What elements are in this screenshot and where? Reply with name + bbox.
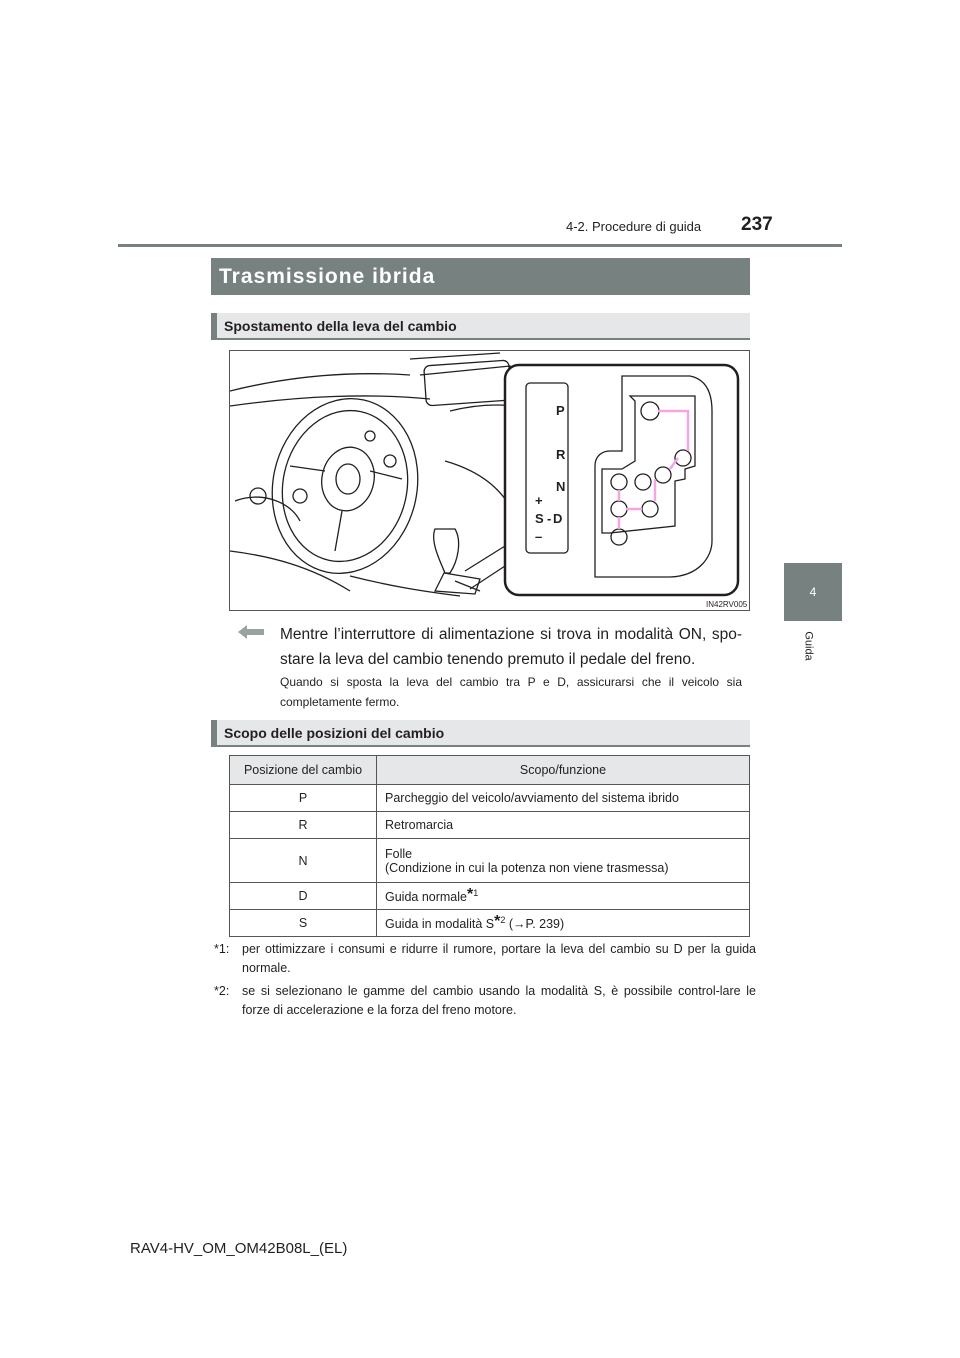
asterisk-icon: * xyxy=(467,885,474,903)
footnote-text: per ottimizzare i consumi e ridurre il rumore, portare la leva del cambio su D per la guida normale. xyxy=(242,942,756,975)
table-row xyxy=(230,910,750,937)
gate-label-dash: - xyxy=(547,511,552,526)
column-header-position: Posizione del cambio xyxy=(230,756,377,785)
gate-label-minus: – xyxy=(535,529,543,544)
function-cell xyxy=(377,883,750,910)
function-line: Folle xyxy=(385,846,413,861)
gate-label-p: P xyxy=(556,403,565,418)
shift-lever-figure xyxy=(229,350,750,611)
gate-label-r: R xyxy=(556,447,566,462)
chapter-label xyxy=(798,620,828,680)
page-reference: (→P. 239) xyxy=(505,917,565,932)
document-footer: RAV4-HV_OM_OM42B08L_(EL) xyxy=(130,1240,348,1257)
function-cell xyxy=(377,910,750,937)
section-heading-positions: Scopo delle posizioni del cambio xyxy=(211,720,750,747)
asterisk-icon: * xyxy=(494,912,501,930)
function-cell: Parcheggio del veicolo/avviamento del sistema ibrido xyxy=(377,785,750,812)
table-row xyxy=(230,839,750,883)
footnote-mark: *2: xyxy=(214,984,230,998)
position-cell: R xyxy=(230,812,377,839)
table-row xyxy=(230,883,750,910)
chapter-label-text: Guida xyxy=(802,631,815,661)
column-header-function: Scopo/funzione xyxy=(377,756,750,785)
table-header-row xyxy=(230,756,750,785)
footnote-mark: *1: xyxy=(214,942,230,956)
function-line: (Condizione in cui la potenza non viene trasmessa) xyxy=(385,860,669,875)
gate-label-n: N xyxy=(556,479,566,494)
footnote-ref: 1 xyxy=(473,887,479,898)
shift-positions-table xyxy=(229,755,750,937)
function-cell: Retromarcia xyxy=(377,812,750,839)
page-title: Trasmissione ibrida xyxy=(211,258,750,295)
arrow-left-icon xyxy=(238,625,264,639)
chapter-tab xyxy=(784,563,842,621)
page-number: 237 xyxy=(741,214,773,235)
function-text: Guida in modalità S xyxy=(385,917,495,932)
chapter-number: 4 xyxy=(809,585,817,599)
section-heading-shift: Spostamento della leva del cambio xyxy=(211,313,750,340)
position-cell: P xyxy=(230,785,377,812)
gate-label-s: S xyxy=(535,511,544,526)
instruction-text: Mentre l’interruttore di alimentazione si trova in modalità ON, spo-stare la leva del cambio tenendo premuto il pedale del freno. xyxy=(280,626,742,668)
gate-label-d: D xyxy=(553,511,563,526)
table-row xyxy=(230,785,750,812)
section-header: 4-2. Procedure di guida xyxy=(566,219,702,234)
footnote-text: se si selezionano le gamme del cambio usando la modalità S, è possibile control-lare le forze di accelerazione e la forza del freno motore. xyxy=(242,984,756,1017)
position-cell: N xyxy=(230,839,377,883)
note-text: Quando si sposta la leva del cambio tra P e D, assicurarsi che il veicolo sia completamente fermo. xyxy=(280,675,742,709)
position-cell: D xyxy=(230,883,377,910)
function-cell xyxy=(377,839,750,883)
gate-label-plus: + xyxy=(535,493,543,508)
function-text: Guida normale xyxy=(385,890,467,905)
figure-code: IN42RV005 xyxy=(706,600,748,609)
position-cell: S xyxy=(230,910,377,937)
table-row xyxy=(230,812,750,839)
footnote-ref: 2 xyxy=(500,914,506,925)
header-rule xyxy=(118,244,842,247)
interior-illustration xyxy=(230,351,749,610)
